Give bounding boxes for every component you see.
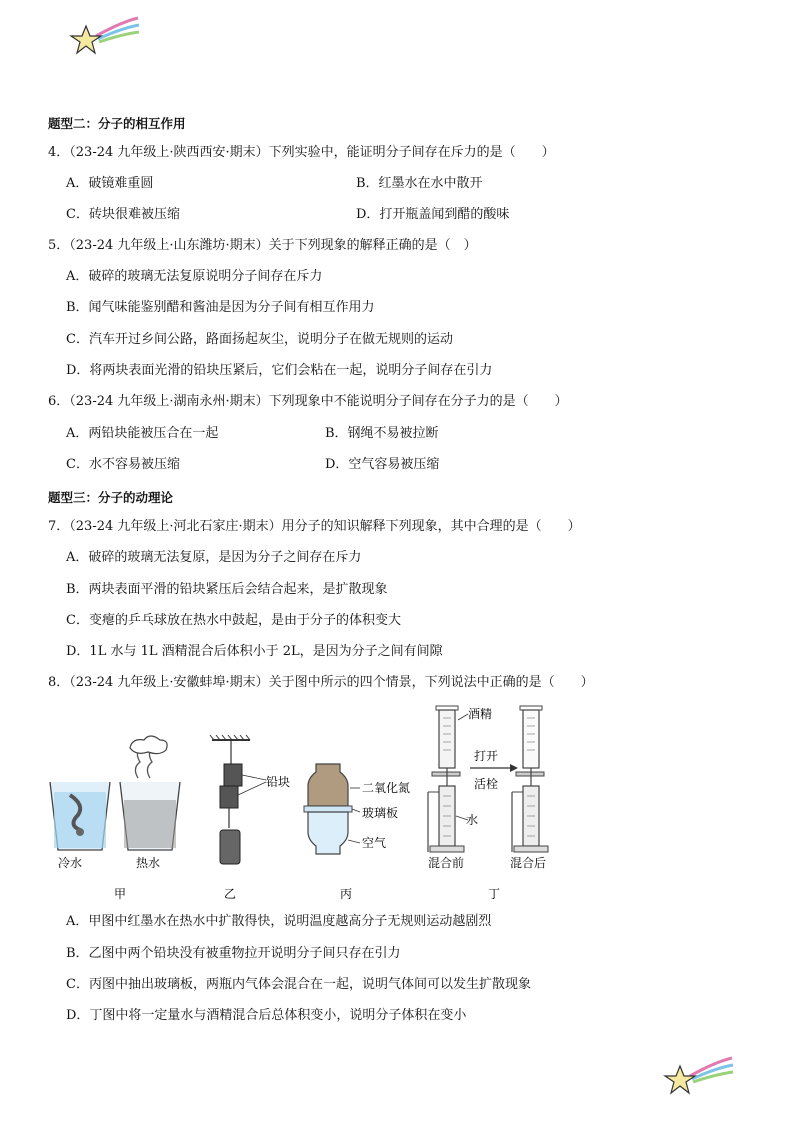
mixing-tube-before (428, 706, 468, 852)
air-label: 空气 (362, 836, 387, 850)
bing-label: 丙 (340, 887, 353, 901)
jia-label: 甲 (114, 887, 127, 901)
q4-option-a: A．破镜难重圆 (66, 176, 154, 191)
alcohol-label: 酒精 (468, 707, 493, 721)
star-decoration-bottom (660, 1054, 734, 1098)
q8-option-b: B．乙图中两个铅块没有被重物拉开说明分子间只存在引力 (66, 946, 401, 961)
ding-label: 丁 (488, 887, 501, 901)
hot-water-label: 热水 (136, 856, 161, 870)
q4-option-c: C．砖块很难被压缩 (66, 207, 180, 222)
q6-option-b: B．钢绳不易被拉断 (325, 426, 439, 441)
mixing-tube-after (512, 706, 548, 852)
q7-option-a: A．破碎的玻璃无法复原，是因为分子之间存在斥力 (66, 550, 362, 565)
q7-option-b: B．两块表面平滑的铅块紧压后会结合起来，是扩散现象 (66, 582, 388, 597)
q5-option-b: B．闻气味能鉴别醋和酱油是因为分子间有相互作用力 (66, 300, 375, 315)
water-label: 水 (466, 813, 479, 827)
no2-label: 二氧化氮 (362, 781, 411, 795)
cold-water-label: 冷水 (58, 856, 83, 870)
section-title-2: 题型二：分子的相互作用 (48, 116, 186, 131)
lead-label: 铅块 (266, 775, 291, 789)
valve-label: 活栓 (474, 777, 499, 791)
q8-option-c: C．丙图中抽出玻璃板，两瓶内气体会混合在一起，说明气体间可以发生扩散现象 (66, 977, 531, 992)
q7-option-c: C．变瘪的乒乓球放在热水中鼓起，是由于分子的体积变大 (66, 613, 401, 628)
q6-option-a: A．两铅块能被压合在一起 (66, 426, 219, 441)
q4-stem: 4．（23-24 九年级上·陕西西安·期末）下列实验中，能证明分子间存在斥力的是（ ） (48, 145, 555, 160)
after-mix-label: 混合后 (510, 856, 547, 870)
q6-option-d: D．空气容易被压缩 (325, 457, 440, 472)
q6-stem: 6．（23-24 九年级上·湖南永州·期末）下列现象中不能说明分子间存在分子力的是（ ） (48, 394, 568, 409)
q4-option-b: B．红墨水在水中散开 (356, 176, 483, 191)
q8-figure (40, 700, 640, 905)
q5-option-d: D．将两块表面光滑的铅块压紧后，它们会粘在一起，说明分子间存在引力 (66, 363, 493, 378)
q7-stem: 7．（23-24 九年级上·河北石家庄·期末）用分子的知识解释下列现象，其中合理的是（ ） (48, 519, 581, 534)
cold-water-beaker (50, 782, 110, 850)
yi-label: 乙 (224, 887, 237, 901)
star-decoration-top (66, 14, 140, 58)
open-label: 打开 (474, 749, 499, 763)
hot-water-beaker (120, 736, 180, 850)
q5-option-a: A．破碎的玻璃无法复原说明分子间存在斥力 (66, 269, 323, 284)
q8-option-d: D．丁图中将一定量水与酒精混合后总体积变小，说明分子体积在变小 (66, 1008, 467, 1023)
q8-option-a: A．甲图中红墨水在热水中扩散得快，说明温度越高分子无规则运动越剧烈 (66, 914, 492, 929)
q5-stem: 5．（23-24 九年级上·山东潍坊·期末）关于下列现象的解释正确的是（ ） (48, 238, 477, 253)
before-mix-label: 混合前 (428, 856, 465, 870)
glass-plate-label: 玻璃板 (362, 806, 399, 820)
q6-option-c: C．水不容易被压缩 (66, 457, 180, 472)
section-title-3: 题型三：分子的动理论 (48, 490, 174, 505)
gas-diffusion-bottles (304, 764, 360, 854)
lead-blocks-apparatus (210, 735, 266, 864)
q8-stem: 8．（23-24 九年级上·安徽蚌埠·期末）关于图中所示的四个情景，下列说法中正确的是（ ） (48, 675, 594, 690)
q4-option-d: D．打开瓶盖闻到醋的酸味 (356, 207, 510, 222)
q5-option-c: C．汽车开过乡间公路，路面扬起灰尘，说明分子在做无规则的运动 (66, 332, 453, 347)
q7-option-d: D．1L 水与 1L 酒精混合后体积小于 2L，是因为分子之间有间隙 (66, 644, 443, 659)
